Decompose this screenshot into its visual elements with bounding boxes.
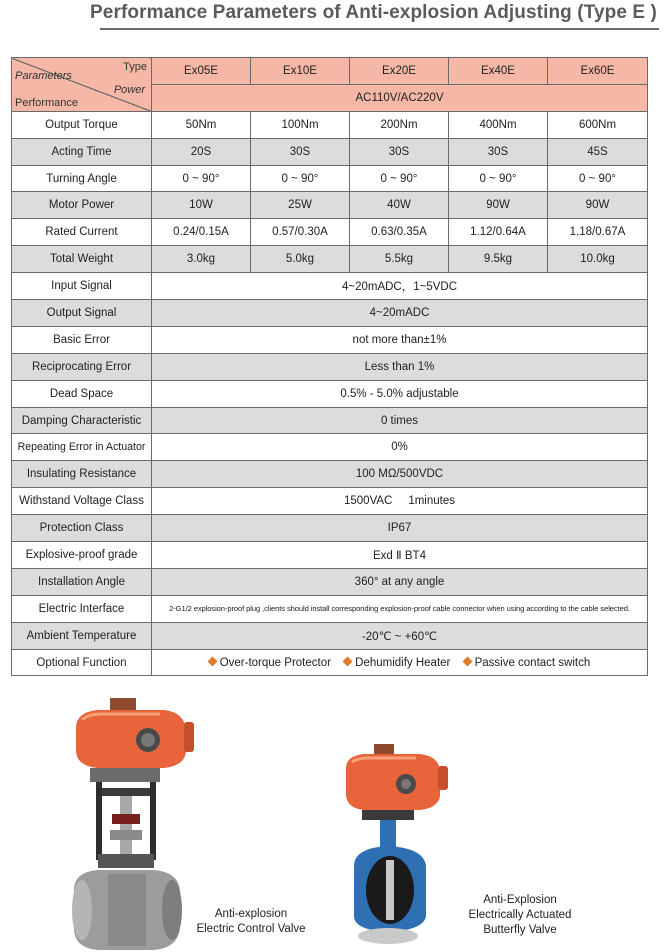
table-row [12,488,648,515]
row-label: Repeating Error in Actuator [12,434,152,461]
row-label: Protection Class [12,515,152,542]
performance-label: Performance [15,96,78,109]
optional-item-label: Over-torque Protector [219,656,331,669]
butterfly-valve-photo [340,740,452,945]
header-diagonal-cell [12,58,152,112]
cell-value: 600Nm [548,111,648,138]
row-label: Optional Function [12,649,152,676]
diamond-bullet-icon [343,656,353,666]
table-row [12,407,648,434]
model-header: Ex05E [152,58,251,85]
optional-item-label: Dehumidify Heater [355,656,451,669]
row-label: Reciprocating Error [12,353,152,380]
row-label: Total Weight [12,246,152,273]
cell-value: 0% [152,434,648,461]
table-row [12,649,648,676]
control-valve-photo [68,690,198,952]
row-label: Output Signal [12,300,152,327]
table-row [12,622,648,649]
optional-item [344,657,450,669]
cell-value: 10W [152,192,251,219]
cell-value: 0.24/0.15A [152,219,251,246]
caption-line: Electric Control Valve [196,923,306,935]
table-row [12,568,648,595]
model-header: Ex10E [251,58,350,85]
cell-value: 3.0kg [152,246,251,273]
cell-value: 25W [251,192,350,219]
model-header: Ex20E [350,58,449,85]
cell-value: 0 ~ 90° [548,165,648,192]
row-label: Insulating Resistance [12,461,152,488]
cell-value: 1500VAC 1minutes [152,488,648,515]
cell-value: 5.0kg [251,246,350,273]
row-label: Input Signal [12,273,152,300]
cell-value: 2-G1/2 explosion-proof plug ,clients should install corresponding explosion-proof cable connector when using according to the cable selected. [152,595,648,622]
row-label: Acting Time [12,138,152,165]
table-row [12,138,648,165]
cell-value: 4~20mADC，1~5VDC [152,273,648,300]
cell-value: 0 ~ 90° [152,165,251,192]
cell-value: 0 ~ 90° [350,165,449,192]
cell-value: 0.57/0.30A [251,219,350,246]
title-underline [100,28,659,30]
cell-value: 30S [449,138,548,165]
table-row [12,353,648,380]
row-label: Basic Error [12,326,152,353]
row-label: Electric Interface [12,595,152,622]
cell-value: 200Nm [350,111,449,138]
cell-value: 100 MΩ/500VDC [152,461,648,488]
cell-value: Less than 1% [152,353,648,380]
table-row [12,246,648,273]
cell-value: 40W [350,192,449,219]
cell-value: 0.63/0.35A [350,219,449,246]
optional-item [209,657,331,669]
power-value: AC110V/AC220V [152,84,648,111]
header-row-models [12,58,648,85]
spec-table [11,57,648,676]
table-row [12,515,648,542]
cell-value: 30S [251,138,350,165]
power-label: Power [113,84,145,96]
table-row [12,326,648,353]
table-row [12,595,648,622]
cell-value: 400Nm [449,111,548,138]
table-row [12,434,648,461]
cell-value: Exd Ⅱ BT4 [152,542,648,569]
cell-value: 100Nm [251,111,350,138]
cell-value: 30S [350,138,449,165]
cell-value: 4~20mADC [152,300,648,327]
parameters-label: Parameters [15,70,72,82]
model-header: Ex60E [548,58,648,85]
row-label: Motor Power [12,192,152,219]
cell-value: 0.5% - 5.0% adjustable [152,380,648,407]
row-label: Output Torque [12,111,152,138]
cell-value: 0 ~ 90° [251,165,350,192]
caption-line: Anti-explosion [214,908,288,920]
cell-value: IP67 [152,515,648,542]
cell-value: 0 times [152,407,648,434]
row-label: Dead Space [12,380,152,407]
page-title: Performance Parameters of Anti-explosion Adjusting (Type E ) [90,2,657,23]
type-label: Type [123,61,147,73]
cell-value: 1.12/0.64A [449,219,548,246]
butterfly-valve-caption [455,893,585,938]
optional-item-label: Passive contact switch [474,656,591,669]
cell-value: -20℃ ~ +60℃ [152,622,648,649]
diamond-bullet-icon [207,656,217,666]
caption-line: Butterfly Valve [483,924,557,936]
cell-value: 1.18/0.67A [548,219,648,246]
cell-value: 45S [548,138,648,165]
table-row [12,192,648,219]
caption-line: Electrically Actuated [468,909,572,921]
table-row [12,461,648,488]
table-row [12,111,648,138]
model-header: Ex40E [449,58,548,85]
optional-functions [152,649,648,676]
table-row [12,300,648,327]
row-label: Explosive-proof grade [12,542,152,569]
table-row [12,219,648,246]
row-label: Turning Angle [12,165,152,192]
optional-item [464,657,591,669]
title-bar [0,0,667,32]
row-label: Ambient Temperature [12,622,152,649]
table-row [12,165,648,192]
table-row [12,542,648,569]
row-label: Installation Angle [12,568,152,595]
table-row [12,273,648,300]
row-label: Damping Characteristic [12,407,152,434]
row-label: Withstand Voltage Class [12,488,152,515]
control-valve-caption [186,907,316,937]
row-label: Rated Current [12,219,152,246]
table-row [12,380,648,407]
cell-value: 10.0kg [548,246,648,273]
cell-value: 90W [548,192,648,219]
cell-value: 20S [152,138,251,165]
cell-value: not more than±1% [152,326,648,353]
cell-value: 9.5kg [449,246,548,273]
cell-value: 0 ~ 90° [449,165,548,192]
cell-value: 50Nm [152,111,251,138]
cell-value: 5.5kg [350,246,449,273]
cell-value: 90W [449,192,548,219]
diamond-bullet-icon [462,656,472,666]
caption-line: Anti-Explosion [483,894,557,906]
cell-value: 360° at any angle [152,568,648,595]
